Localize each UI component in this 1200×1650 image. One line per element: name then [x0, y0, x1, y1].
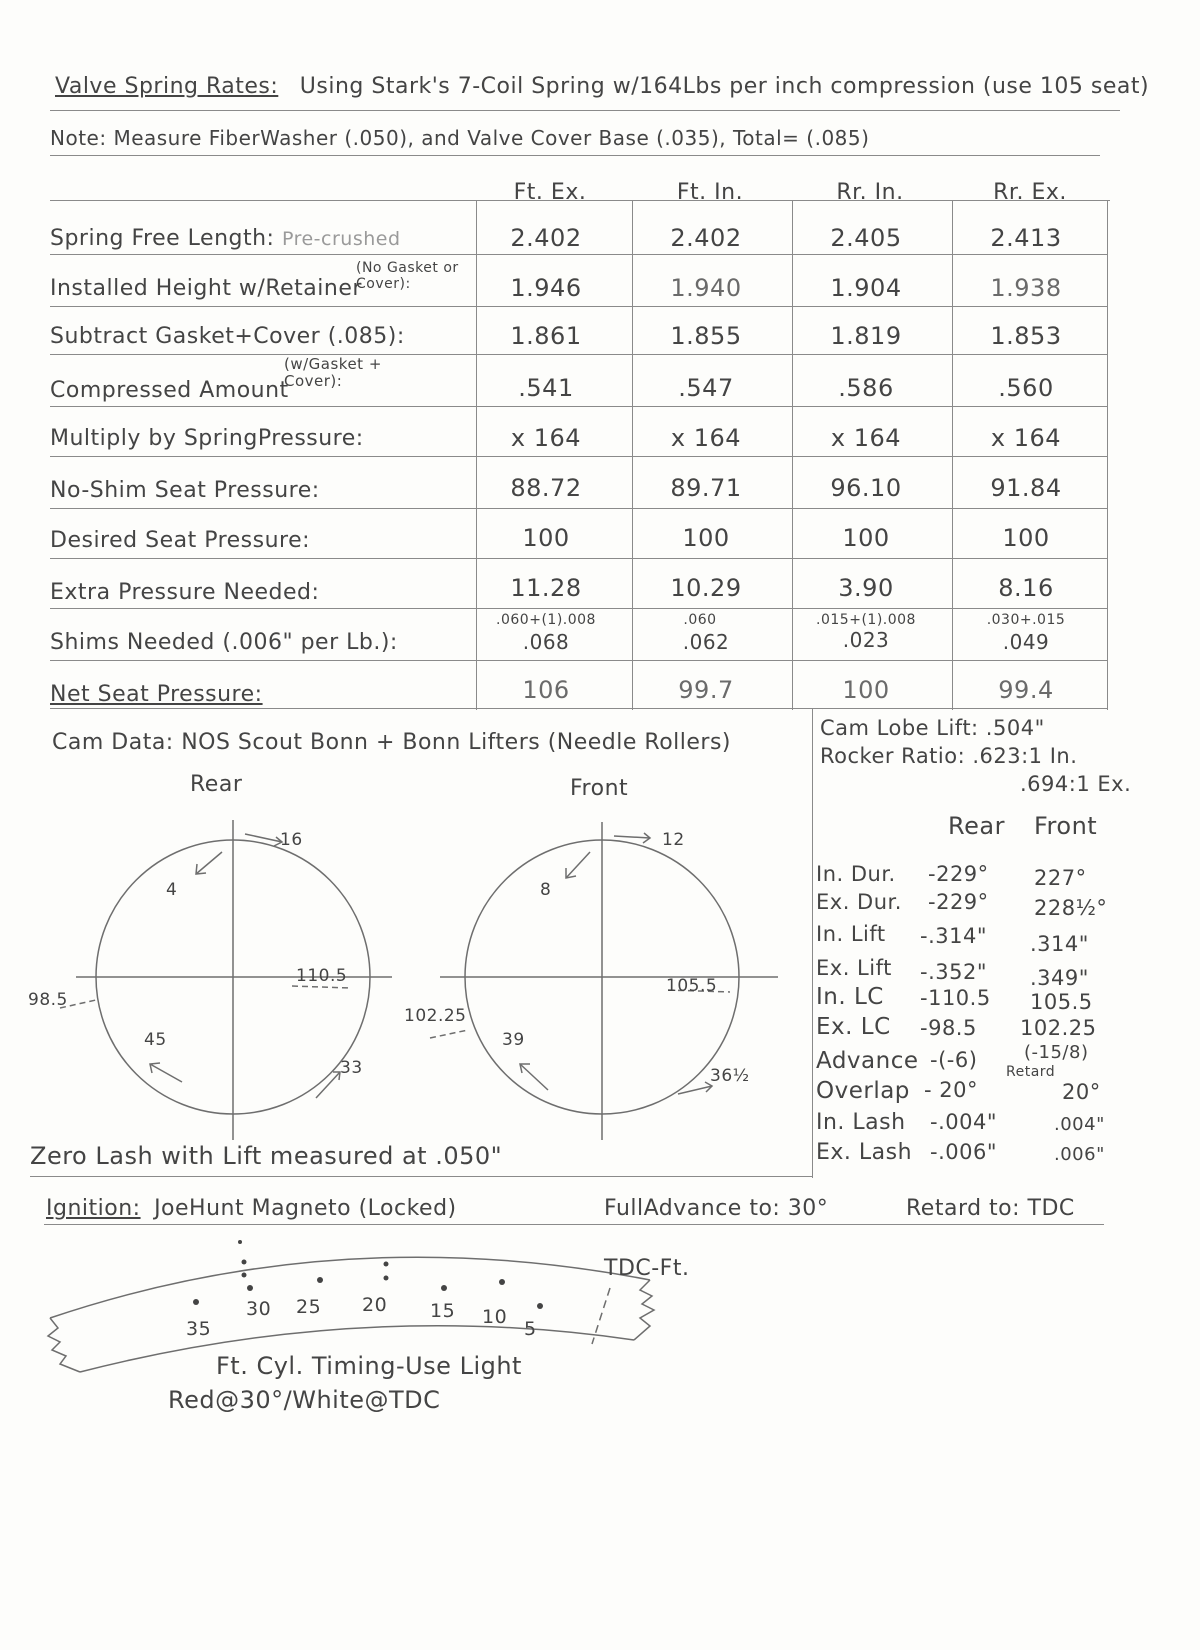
spec-label-ex-lash: Ex. Lash	[816, 1140, 913, 1165]
cell-free-length-rr-in: 2.405	[830, 224, 902, 252]
spec-front-in-lash: .004"	[1054, 1114, 1105, 1135]
row-rule	[50, 456, 1108, 457]
front-arrow-bottom-left	[520, 1064, 548, 1090]
zero-lash-note: Zero Lash with Lift measured at .050"	[30, 1142, 503, 1170]
cell-subtract-ft-ex: 1.861	[510, 322, 582, 350]
col-header-rr-in: Rr. In.	[836, 180, 904, 205]
cell-shims-rr-ex: .049	[1002, 630, 1050, 654]
sheet-title	[55, 74, 1149, 99]
rear-label-top-right: 16	[280, 830, 303, 850]
row-rule	[50, 608, 1108, 609]
cam-title: Cam Data: NOS Scout Bonn + Bonn Lifters (Needle Rollers)	[52, 730, 732, 755]
ignition-text: JoeHunt Magneto (Locked)	[154, 1196, 457, 1221]
ignition-underline	[44, 1224, 1104, 1225]
timing-dot-25	[317, 1277, 323, 1283]
row-label-sub: Pre-crushed	[281, 228, 401, 250]
full-advance: FullAdvance to: 30°	[604, 1196, 829, 1221]
cell-net-ft-ex: 106	[522, 676, 570, 704]
row-label-shims: Shims Needed (.006" per Lb.):	[50, 630, 398, 655]
scale-20: 20	[362, 1294, 388, 1316]
timing-light-note: Ft. Cyl. Timing-Use Light	[216, 1352, 522, 1380]
scale-5: 5	[524, 1318, 537, 1340]
cell-free-length-rr-ex: 2.413	[990, 224, 1062, 252]
col-header-ft-ex: Ft. Ex.	[513, 180, 587, 205]
rear-arrowhead	[150, 1063, 160, 1073]
cell-installed-rr-in: 1.904	[830, 274, 902, 302]
cell-shim-note-rr-in: .015+(1).008	[816, 612, 916, 628]
spec-label-in-lc: In. LC	[816, 984, 884, 1010]
cell-compressed-ft-ex: .541	[518, 374, 574, 402]
rear-arrow-bottom-left	[150, 1064, 182, 1082]
cell-subtract-rr-ex: 1.853	[990, 322, 1062, 350]
measurement-note: Note: Measure FiberWasher (.050), and Valve Cover Base (.035), Total= (.085)	[50, 126, 870, 150]
col-header-ft-in: Ft. In.	[676, 180, 744, 205]
row-rule	[50, 558, 1108, 559]
row-sub-installed-height: (No Gasket or Cover):	[356, 260, 459, 292]
title-text: Using Stark's 7-Coil Spring w/164Lbs per inch compression (use 105 seat)	[299, 74, 1150, 99]
col-header-rr-ex: Rr. Ex.	[993, 180, 1067, 205]
rear-arrowhead	[196, 864, 206, 874]
ignition-line	[46, 1196, 457, 1221]
cell-shims-ft-in: .062	[682, 630, 730, 654]
rocker-ratio-ex: .694:1 Ex.	[1020, 772, 1132, 796]
row-label-text: Installed Height w/Retainer	[50, 276, 362, 301]
front-label-bottom-left: 39	[502, 1030, 525, 1050]
cell-shim-note-ft-ex: .060+(1).008	[496, 612, 596, 628]
retard-note: Retard	[1006, 1064, 1056, 1080]
spec-front-overlap: 20°	[1062, 1080, 1101, 1104]
cell-free-length-ft-in: 2.402	[670, 224, 742, 252]
cell-extra-rr-in: 3.90	[838, 574, 894, 602]
spec-front-advance: (-15/8)	[1024, 1042, 1089, 1063]
scale-10: 10	[482, 1306, 508, 1328]
row-label-desired: Desired Seat Pressure:	[50, 528, 311, 553]
flywheel-break-left	[48, 1318, 80, 1372]
cell-desired-ft-ex: 100	[522, 524, 570, 552]
row-rule	[50, 254, 1108, 255]
front-label-left: 102.25	[404, 1006, 467, 1026]
tdc-front-label: TDC-Ft.	[604, 1256, 690, 1281]
spec-rear-in-lift: -.314"	[920, 924, 987, 948]
cell-installed-ft-ex: 1.946	[510, 274, 582, 302]
flywheel-arc-outer	[50, 1257, 650, 1318]
cell-installed-rr-ex: 1.938	[990, 274, 1062, 302]
row-label-subtract-gasket: Subtract Gasket+Cover (.085):	[50, 324, 405, 349]
rear-label-right: 110.5	[296, 966, 348, 986]
timing-color-note: Red@30°/White@TDC	[168, 1386, 441, 1414]
cell-compressed-rr-in: .586	[838, 374, 894, 402]
scale-30: 30	[246, 1298, 272, 1320]
row-rule	[50, 406, 1108, 407]
row-rule	[50, 508, 1108, 509]
spec-rear-in-lash: -.004"	[930, 1110, 997, 1134]
spec-front-ex-dur: 228½°	[1034, 896, 1108, 920]
cell-free-length-ft-ex: 2.402	[510, 224, 582, 252]
front-arrowhead	[566, 868, 576, 878]
timing-dot-30-alt2	[242, 1273, 247, 1278]
row-rule	[50, 660, 1108, 661]
cell-noshim-rr-ex: 91.84	[990, 474, 1062, 502]
spec-label-in-lash: In. Lash	[816, 1110, 906, 1135]
cell-multiply-rr-ex: x 164	[990, 424, 1062, 452]
spec-rear-ex-lash: -.006"	[930, 1140, 997, 1164]
cell-shims-rr-in: .023	[842, 628, 890, 652]
row-label-multiply: Multiply by SpringPressure:	[50, 426, 364, 451]
timing-dot-30-alt	[242, 1260, 247, 1265]
timing-dot-5	[537, 1303, 543, 1309]
cell-shim-note-rr-ex: .030+.015	[986, 612, 1066, 628]
cell-compressed-ft-in: .547	[678, 374, 734, 402]
row-label-no-shim: No-Shim Seat Pressure:	[50, 478, 320, 503]
cell-installed-ft-in: 1.940	[670, 274, 742, 302]
cell-extra-ft-in: 10.29	[670, 574, 742, 602]
front-arrowhead	[643, 833, 650, 843]
row-sub-compressed-amount: (w/Gasket + Cover):	[284, 355, 382, 390]
row-label-text: Spring Free Length:	[50, 226, 275, 251]
rear-arrowhead	[333, 1072, 340, 1080]
cell-shims-ft-ex: .068	[522, 630, 570, 654]
cell-extra-ft-ex: 11.28	[510, 574, 582, 602]
rear-arrow-top-left	[196, 852, 222, 874]
rear-label-bottom-right: 33	[340, 1058, 363, 1078]
spec-rear-ex-lift: -.352"	[920, 960, 987, 984]
row-label-net: Net Seat Pressure:	[50, 682, 263, 707]
cell-desired-ft-in: 100	[682, 524, 730, 552]
timing-dot-10	[499, 1279, 505, 1285]
cell-extra-rr-ex: 8.16	[998, 574, 1054, 602]
tdc-mark	[592, 1288, 610, 1344]
title-underline	[50, 110, 1120, 111]
cam-lobe-lift: Cam Lobe Lift: .504"	[820, 716, 1045, 740]
front-label-top-left: 8	[540, 880, 552, 900]
spec-front-in-lift: .314"	[1030, 932, 1089, 956]
spec-front-ex-lift: .349"	[1030, 966, 1089, 990]
rear-arrow-bottom-right	[316, 1072, 340, 1098]
title-label: Valve Spring Rates:	[55, 74, 279, 99]
spec-rear-in-lc: -110.5	[920, 986, 991, 1010]
row-label-compressed-amount	[50, 378, 289, 403]
timing-dot-20	[384, 1262, 389, 1267]
row-label-extra: Extra Pressure Needed:	[50, 580, 320, 605]
front-label-top-right: 12	[662, 830, 685, 850]
rear-arrow-top-right	[245, 834, 282, 842]
timing-dot-15	[441, 1285, 447, 1291]
cell-shim-note-ft-in: .060	[683, 612, 717, 628]
spec-rear-in-dur: -229°	[928, 862, 989, 886]
row-label-text: Compressed Amount	[50, 378, 289, 403]
row-label-installed-height	[50, 276, 362, 301]
cell-net-rr-ex: 99.4	[998, 676, 1054, 704]
spec-front-in-lc: 105.5	[1030, 990, 1093, 1014]
cell-noshim-ft-in: 89.71	[670, 474, 742, 502]
spec-rear-ex-lc: -98.5	[920, 1016, 977, 1040]
spec-front-in-dur: 227°	[1034, 866, 1087, 890]
row-rule	[50, 306, 1108, 307]
spec-front-ex-lash: .006"	[1054, 1144, 1105, 1165]
front-label-right: 105.5	[666, 976, 718, 996]
cell-subtract-rr-in: 1.819	[830, 322, 902, 350]
row-rule	[50, 354, 1108, 355]
cell-desired-rr-in: 100	[842, 524, 890, 552]
flywheel-break-right	[634, 1280, 654, 1340]
rear-label-bottom-left: 45	[144, 1030, 167, 1050]
table-top-rule	[50, 200, 1110, 201]
front-arrow-bottom-right	[678, 1086, 712, 1094]
front-arrowhead	[520, 1064, 530, 1073]
spec-label-in-dur: In. Dur.	[816, 862, 896, 886]
spec-label-advance: Advance	[816, 1048, 919, 1074]
cell-subtract-ft-in: 1.855	[670, 322, 742, 350]
cam-section-divider	[812, 708, 813, 1178]
cell-multiply-ft-ex: x 164	[510, 424, 582, 452]
timing-dot-20-alt	[384, 1276, 389, 1281]
spec-label-ex-lift: Ex. Lift	[816, 956, 892, 980]
row-label-free-length	[50, 226, 401, 251]
cell-compressed-rr-ex: .560	[998, 374, 1054, 402]
cell-net-rr-in: 100	[842, 676, 890, 704]
specs-header-front: Front	[1034, 812, 1098, 840]
table-col-divider-5	[1107, 200, 1108, 710]
row-rule	[50, 708, 1108, 709]
note-underline	[50, 155, 1100, 156]
timing-dot-30	[247, 1285, 253, 1291]
rear-label-left: 98.5	[28, 990, 68, 1010]
cam-section-bottom-rule	[30, 1176, 812, 1177]
front-arrow-top-left	[566, 852, 590, 878]
rocker-ratio-in: Rocker Ratio: .623:1 In.	[820, 744, 1078, 768]
specs-header-rear: Rear	[948, 812, 1005, 840]
scale-15: 15	[430, 1300, 456, 1322]
front-arrow-top-right	[614, 836, 650, 838]
retard-to: Retard to: TDC	[906, 1196, 1075, 1221]
front-label-bottom-right: 36½	[710, 1066, 750, 1086]
cell-net-ft-in: 99.7	[678, 676, 734, 704]
cell-desired-rr-ex: 100	[1002, 524, 1050, 552]
spec-label-overlap: Overlap	[816, 1078, 910, 1104]
cell-multiply-rr-in: x 164	[830, 424, 902, 452]
spec-front-ex-lc: 102.25	[1020, 1016, 1097, 1040]
scale-25: 25	[296, 1296, 322, 1318]
spec-label-ex-dur: Ex. Dur.	[816, 890, 902, 914]
rear-diagram-label: Rear	[190, 772, 243, 797]
cell-noshim-ft-ex: 88.72	[510, 474, 582, 502]
spec-rear-overlap: - 20°	[924, 1078, 978, 1102]
front-lc-dash-left	[430, 1030, 468, 1038]
spec-label-in-lift: In. Lift	[816, 922, 886, 946]
cell-multiply-ft-in: x 164	[670, 424, 742, 452]
scale-35: 35	[186, 1318, 212, 1340]
spec-label-ex-lc: Ex. LC	[816, 1014, 891, 1040]
rear-lc-dash-right	[292, 986, 350, 988]
rear-label-top-left: 4	[166, 880, 178, 900]
spec-rear-advance: -(-6)	[930, 1048, 978, 1072]
front-diagram-label: Front	[570, 776, 629, 801]
cell-noshim-rr-in: 96.10	[830, 474, 902, 502]
ignition-label: Ignition:	[46, 1196, 141, 1221]
timing-dot-35	[193, 1299, 199, 1305]
spec-rear-ex-dur: -229°	[928, 890, 989, 914]
timing-dot-top	[238, 1240, 242, 1244]
